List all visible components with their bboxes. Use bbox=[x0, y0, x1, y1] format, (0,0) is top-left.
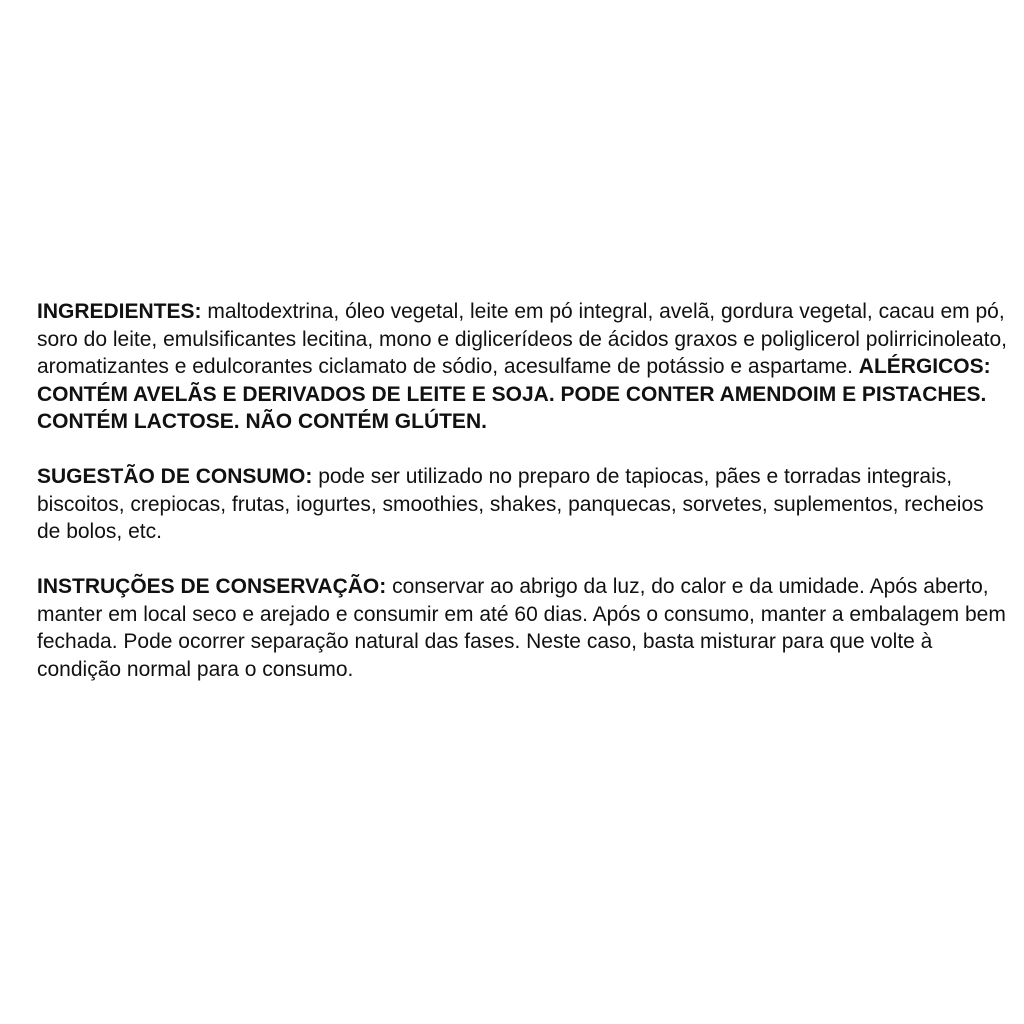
suggestion-text: pode ser utilizado no preparo de tapiocas, pães e torradas integrais, biscoitos, crepiocas, frutas, iogurtes, smoothies, shakes, panquecas, sorvetes, suplementos, recheios de bolos, etc. bbox=[37, 465, 984, 543]
suggestion-heading: SUGESTÃO DE CONSUMO: bbox=[37, 465, 313, 488]
ingredients-heading: INGREDIENTES: bbox=[37, 300, 202, 323]
suggestion-paragraph bbox=[37, 463, 1012, 546]
ingredients-paragraph bbox=[37, 298, 1012, 436]
storage-heading: INSTRUÇÕES DE CONSERVAÇÃO: bbox=[37, 575, 387, 598]
storage-text: conservar ao abrigo da luz, do calor e da umidade. Após aberto, manter em local seco e arejado e consumir em até 60 dias. Após o consumo, manter a embalagem bem fechada. Pode ocorrer separação natural das fases. Neste caso, basta misturar para que volte à condição normal para o consumo. bbox=[37, 575, 1006, 681]
storage-paragraph bbox=[37, 573, 1012, 683]
product-label-text bbox=[37, 298, 1012, 711]
allergens-warning: ALÉRGICOS: CONTÉM AVELÃS E DERIVADOS DE LEITE E SOJA. PODE CONTER AMENDOIM E PISTACHES. CONTÉM LACTOSE. NÃO CONTÉM GLÚTEN. bbox=[37, 355, 991, 433]
ingredients-text: maltodextrina, óleo vegetal, leite em pó integral, avelã, gordura vegetal, cacau em pó, soro do leite, emulsificantes lecitina, mono e diglicerídeos de ácidos graxos e poliglicerol polirricinoleato, aromatizantes e edulcorantes ciclamato de sódio, acesulfame de potássio e aspartame. bbox=[37, 300, 1008, 378]
